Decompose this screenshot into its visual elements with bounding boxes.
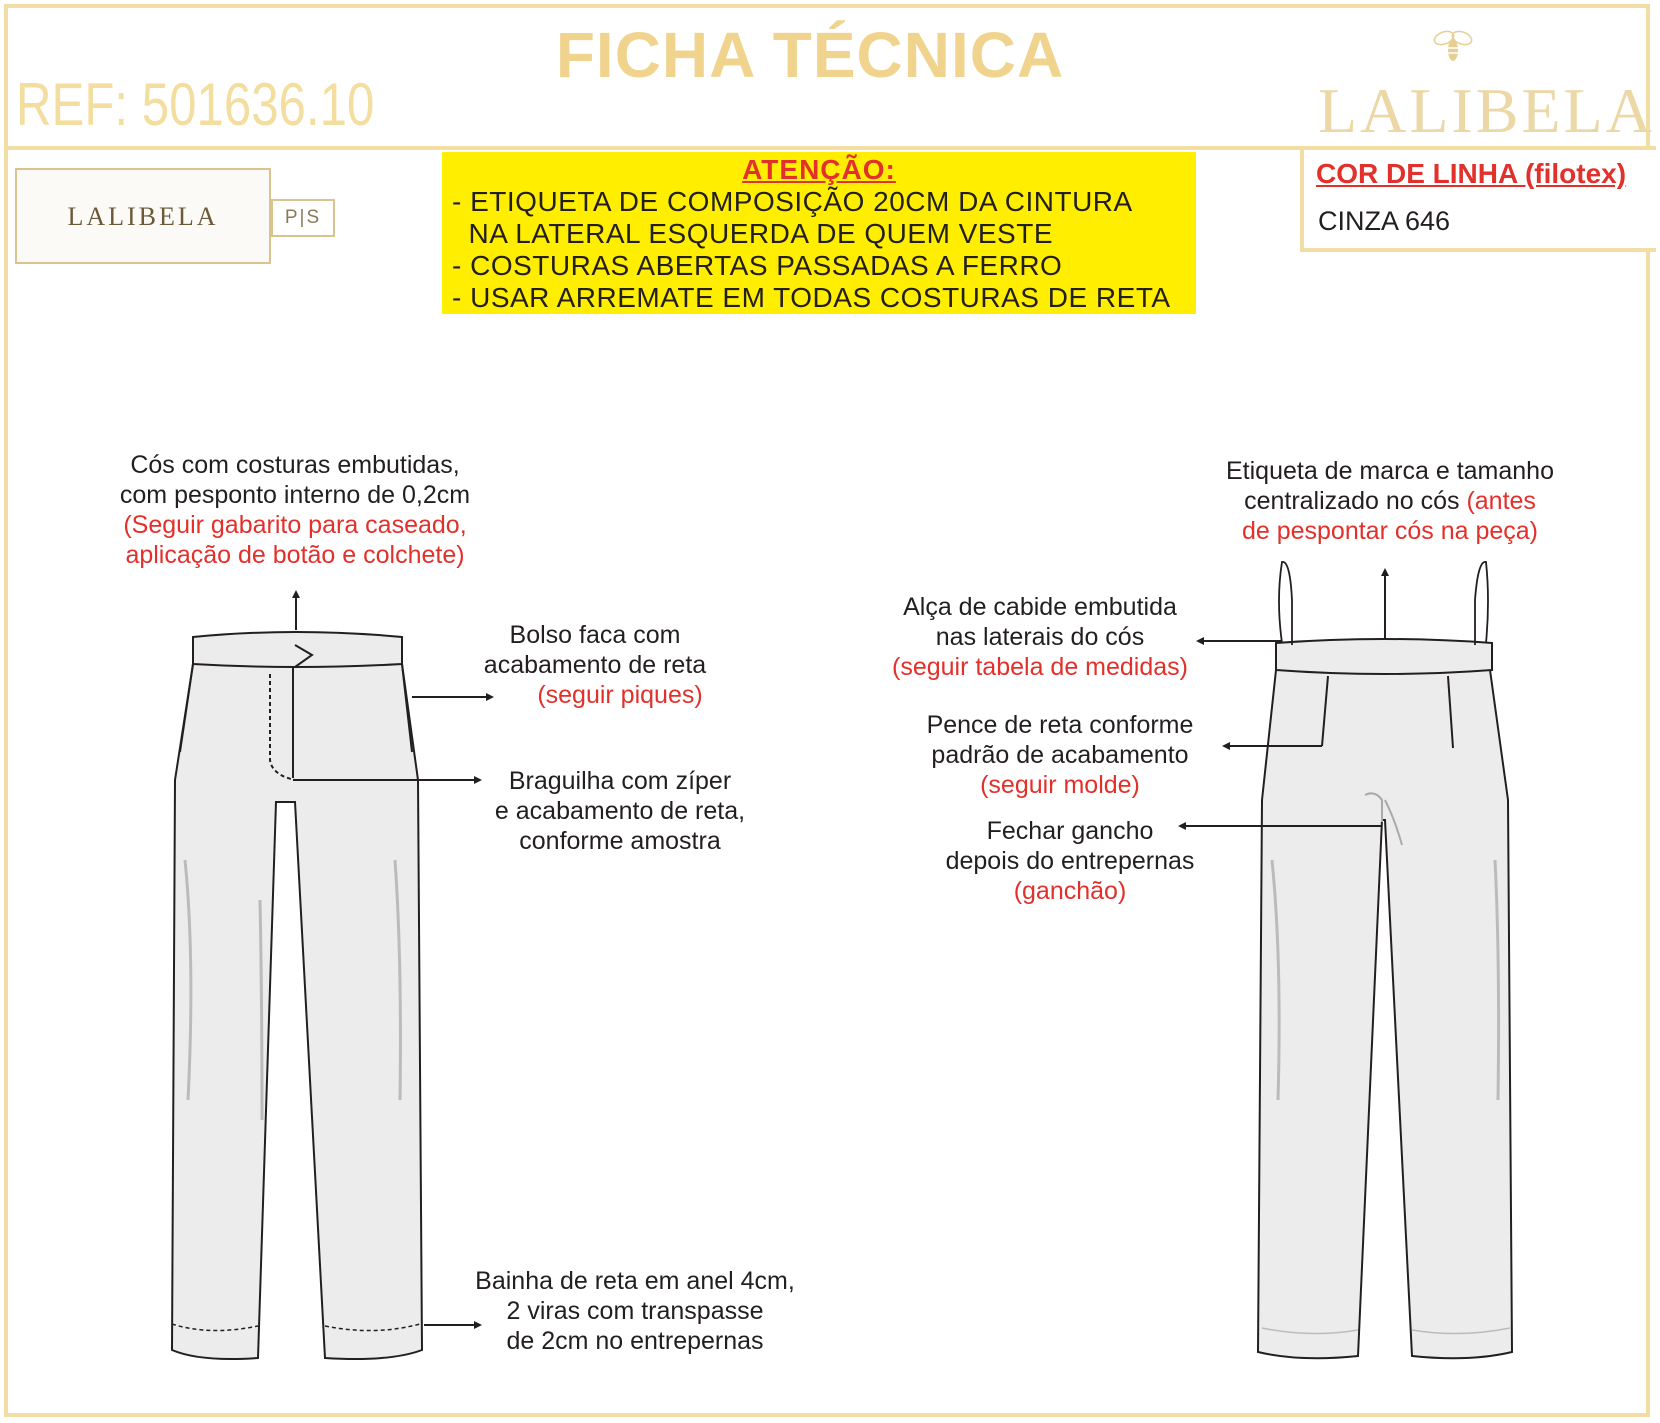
attention-line: - USAR ARREMATE EM TODAS COSTURAS DE RETA	[452, 282, 1171, 313]
attention-line: - COSTURAS ABERTAS PASSADAS A FERRO	[452, 250, 1063, 281]
back-pants-drawing	[1258, 562, 1512, 1358]
hanger-loop-note	[880, 592, 1200, 682]
reference-number: REF: 501636.10	[16, 71, 375, 138]
hem-note	[450, 1266, 820, 1356]
waistband-note	[95, 450, 495, 570]
label-brand-text: LALIBELA	[67, 202, 219, 231]
pocket-note	[455, 620, 735, 710]
note-text: acabamento de reta	[483, 651, 707, 679]
note-text: Alça de cabide embutida	[903, 593, 1177, 621]
size-tab: P|S	[271, 199, 335, 237]
note-text: com pesponto interno de 0,2cm	[119, 481, 471, 509]
note-text: nas laterais do cós	[935, 623, 1145, 651]
note-text: 2 viras com transpasse	[506, 1297, 764, 1325]
crotch-note	[930, 816, 1210, 906]
note-red-text: (ganchão)	[1013, 877, 1127, 905]
note-red-text: (Seguir gabarito para caseado,	[123, 511, 467, 539]
note-text: Bolso faca com	[509, 621, 681, 649]
page-title: FICHA TÉCNICA	[555, 19, 1065, 91]
dart-note	[910, 710, 1210, 800]
fly-note	[470, 766, 770, 856]
note-text: conforme amostra	[519, 827, 721, 855]
note-red-text: (antes	[1466, 487, 1536, 515]
brand-logo: LALIBELA	[1318, 75, 1655, 146]
note-red-text: de pespontar cós na peça)	[1241, 517, 1539, 545]
thread-color-value: CINZA 646	[1318, 206, 1451, 236]
note-text: Cós com costuras embutidas,	[130, 451, 460, 479]
note-red-text: (seguir molde)	[980, 771, 1140, 799]
note-text: e acabamento de reta,	[494, 797, 746, 825]
note-text: Fechar gancho	[986, 817, 1154, 845]
note-red-text: (seguir piques)	[537, 681, 703, 709]
thread-color-title: COR DE LINHA (filotex)	[1316, 158, 1627, 189]
note-text: Pence de reta conforme	[926, 711, 1194, 739]
note-text: de 2cm no entrepernas	[506, 1327, 764, 1355]
note-text: Bainha de reta em anel 4cm,	[475, 1267, 795, 1295]
note-red-text: aplicação de botão e colchete)	[125, 541, 465, 569]
front-pants-drawing	[172, 632, 422, 1359]
note-text: Braguilha com zíper	[508, 767, 732, 795]
note-text: Etiqueta de marca e tamanho	[1226, 457, 1554, 485]
note-text: depois do entrepernas	[945, 847, 1195, 875]
attention-line: NA LATERAL ESQUERDA DE QUEM VESTE	[452, 218, 1053, 249]
attention-title: ATENÇÃO:	[742, 154, 896, 185]
note-text: centralizado no cós	[1244, 487, 1460, 515]
attention-line: - ETIQUETA DE COMPOSIÇÃO 20CM DA CINTURA	[452, 186, 1133, 217]
note-text: padrão de acabamento	[931, 741, 1189, 769]
note-red-text: (seguir tabela de medidas)	[892, 653, 1188, 681]
brand-label-note	[1190, 456, 1590, 546]
